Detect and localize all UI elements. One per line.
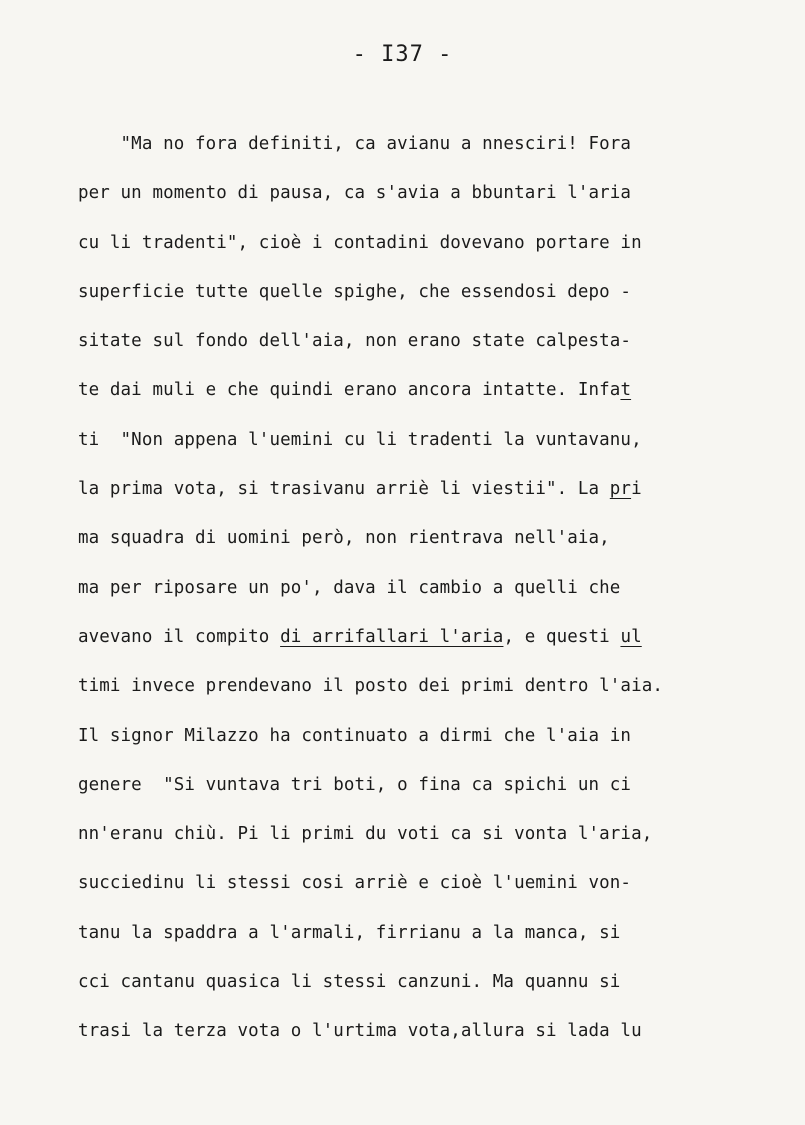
text-line (78, 374, 778, 423)
text-segment: timi invece prendevano il posto dei primi dentro l'aia. (78, 676, 663, 697)
text-line (78, 670, 778, 719)
text-segment: cci cantanu quasica li stessi canzuni. Ma quannu si (78, 972, 621, 993)
body-text (78, 128, 778, 1065)
underlined-text: di arrifallari l'aria (280, 626, 504, 647)
text-segment: ma squadra di uomini però, non rientrava nell'aia, (78, 528, 610, 549)
text-line (78, 473, 778, 522)
text-line (78, 128, 778, 177)
text-segment: avevano il compito (78, 626, 281, 647)
text-line (78, 424, 778, 473)
text-line (78, 966, 778, 1015)
text-line (78, 769, 778, 818)
text-segment: nn'eranu chiù. Pi li primi du voti ca si vonta l'aria, (78, 824, 653, 845)
text-segment: , e questi (503, 626, 621, 647)
text-segment: trasi la terza vota o l'urtima vota,allura si lada lu (78, 1021, 642, 1042)
text-segment: te dai muli e che quindi erano ancora intatte. Infa (78, 380, 621, 401)
text-line (78, 522, 778, 571)
text-line (78, 621, 778, 670)
text-segment: la prima vota, si trasivanu arriè li viestii". La (78, 479, 610, 500)
text-line (78, 818, 778, 867)
text-line (78, 276, 778, 325)
text-segment: Il signor Milazzo ha continuato a dirmi che l'aia in (78, 725, 632, 746)
text-line (78, 917, 778, 966)
text-line (78, 1015, 778, 1064)
text-segment: succiedinu li stessi cosi arriè e cioè l'uemini von- (78, 873, 632, 894)
text-segment: i (631, 479, 642, 500)
text-line (78, 227, 778, 276)
text-segment: genere "Si vuntava tri boti, o fina ca spichi un ci (78, 774, 632, 795)
text-segment: sitate sul fondo dell'aia, non erano state calpesta- (78, 331, 632, 352)
text-segment: cu li tradenti", cioè i contadini dovevano portare in (78, 232, 642, 253)
underlined-text: ul (620, 626, 642, 647)
text-segment: ma per riposare un po', dava il cambio a quelli che (78, 577, 621, 598)
text-segment: superficie tutte quelle spighe, che essendosi depo - (78, 281, 632, 302)
text-line (78, 720, 778, 769)
text-line (78, 572, 778, 621)
text-segment: "Ma no fora definiti, ca avianu a nnesciri! Fora (78, 134, 632, 154)
text-line (78, 867, 778, 916)
underlined-text: pr (609, 479, 632, 500)
text-segment: ti "Non appena l'uemini cu li tradenti la vuntavanu, (78, 429, 642, 450)
text-line (78, 325, 778, 374)
text-segment: per un momento di pausa, ca s'avia a bbuntari l'aria (78, 183, 632, 204)
underlined-text: t (620, 380, 632, 401)
text-line (78, 177, 778, 226)
page-number: - I37 - (352, 42, 453, 67)
text-segment: tanu la spaddra a l'armali, firrianu a la manca, si (78, 922, 621, 943)
